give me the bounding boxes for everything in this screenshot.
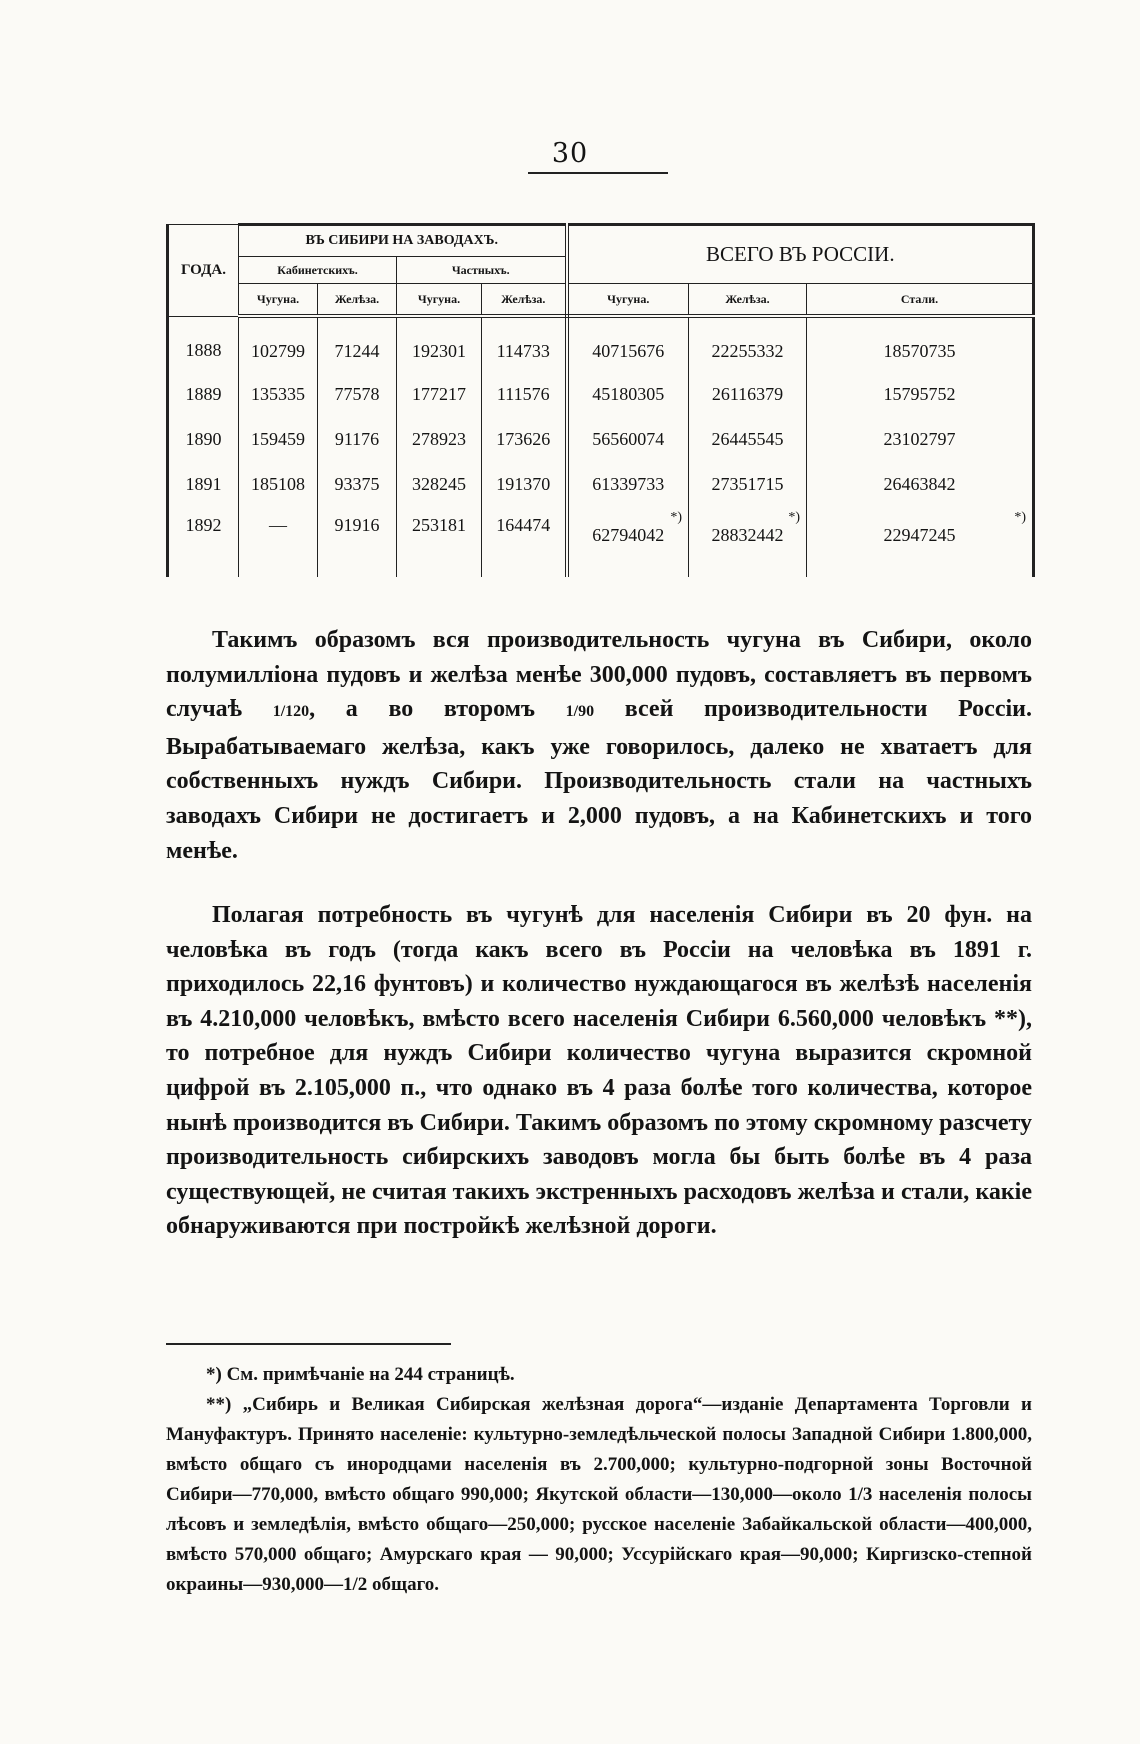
fraction: 1/120 [272, 703, 310, 721]
table-row [168, 316, 1034, 372]
table-cell-value: 22947245 [883, 525, 956, 545]
table-cell: 45180305 [567, 372, 689, 417]
footnote-2 [166, 1390, 1032, 1600]
fraction: 1/2 [343, 1574, 368, 1595]
table-cell: 135335 [239, 372, 318, 417]
table-cell: 177217 [397, 372, 482, 417]
year-column-header: ГОДА. [168, 225, 239, 317]
paragraph-text: , а во второмъ [309, 696, 566, 723]
page-number-rule [528, 172, 668, 174]
table-cell: 91176 [318, 417, 397, 462]
footnote-rule [166, 1343, 451, 1345]
table-cell [567, 507, 689, 577]
footnote-1: *) См. примѣчаніе на 244 страницѣ. [206, 1364, 515, 1385]
table-cell: 164474 [482, 507, 567, 577]
table-cell: 26116379 [689, 372, 807, 417]
table-cell: 27351715 [689, 462, 807, 507]
table-cell: — [239, 507, 318, 577]
footnote-marker: *) [788, 510, 800, 525]
paragraph-text: Такимъ образомъ вся производительность чугуна въ Сибири, около полумилліона пудовъ и желѣза менѣе 300,000 пудовъ, составляетъ въ первомъ случаѣ [166, 627, 1032, 723]
table-cell: 159459 [239, 417, 318, 462]
table-cell: 102799 [239, 316, 318, 372]
table-cell: 253181 [397, 507, 482, 577]
footnotes [166, 1360, 1032, 1600]
table-cell: 56560074 [567, 417, 689, 462]
footnote-text: населенія полосы лѣсовъ и земледѣлія, вмѣсто общаго—250,000; русское населеніе Забайкальской области—400,000, вмѣсто 570,000 общаго; Амурскаго края — 90,000; Уссурійскаго края—90,000; Киргизско-степной окраины—930,000— [166, 1484, 1032, 1595]
paragraph-demand-estimate [166, 898, 1032, 1244]
table-cell [807, 507, 1034, 577]
year-cell: 1891 [168, 462, 239, 507]
table-cell-value: 62794042 [592, 525, 665, 545]
fraction: 1/90 [565, 703, 595, 721]
cabinet-factories-header: Кабинетскихъ. [239, 257, 397, 284]
table-cell: 18570735 [807, 316, 1034, 372]
table-cell: 278923 [397, 417, 482, 462]
table-cell: 111576 [482, 372, 567, 417]
private-factories-header: Частныхъ. [397, 257, 567, 284]
footnote-text: **) „Сибирь и Великая Сибирская желѣзная дорога“—изданіе Департамента Торговли и Мануфактуръ. Принято населеніе: культурно-земледѣльческой полосы Западной Сибири 1.800,000, вмѣсто общаго съ инородцами населенія въ 2.700,000; культурно-подгорной зоны Восточной Сибири—770,000, вмѣсто общаго 990,000; Якутской области—130,000—около [166, 1394, 1032, 1505]
fraction: 1/3 [848, 1484, 873, 1505]
table-cell: 328245 [397, 462, 482, 507]
column-header: Стали. [807, 284, 1034, 317]
table-cell: 93375 [318, 462, 397, 507]
paragraph-text: всей производительности Россіи. Вырабатываемаго желѣза, какъ уже говорилось, далеко не хватаетъ для собственныхъ нуждъ Сибири. Производительность стали на частныхъ заводахъ Сибири не достигаетъ и 2,000 пудовъ, а на Кабинетскихъ и того менѣе. [166, 696, 1032, 864]
table-row [168, 507, 1034, 577]
footnote-marker: *) [1014, 510, 1027, 525]
table-cell: 114733 [482, 316, 567, 372]
paragraph-production-share [166, 623, 1032, 868]
table-cell: 191370 [482, 462, 567, 507]
year-cell: 1890 [168, 417, 239, 462]
table-cell: 185108 [239, 462, 318, 507]
table-row [168, 372, 1034, 417]
footnote-marker: *) [670, 510, 682, 525]
paragraph-text: Полагая потребность въ чугунѣ для населенія Сибири въ 20 фун. на человѣка въ годъ (тогда какъ всего въ Россіи на человѣка въ 1891 г. приходилось 22,16 фунтовъ) и количество нуждающагося въ желѣзѣ населенія въ 4.210,000 человѣкъ, вмѣсто всего населенія Сибири 6.560,000 человѣкъ **), то потребное для нуждъ Сибири количество чугуна выразится скромной цифрой въ 2.105,000 п., что однако въ 4 раза болѣе того количества, которое нынѣ производится въ Сибири. Такимъ образомъ по этому скромному разсчету производительность сибирскихъ заводовъ могла бы быть болѣе въ 4 раза существующей, не считая такихъ экстренныхъ расходовъ желѣза и стали, какіе обнаруживаются при постройкѣ желѣзной дороги. [166, 902, 1032, 1240]
column-header: Чугуна. [567, 284, 689, 317]
column-header: Желѣза. [318, 284, 397, 317]
table-row [168, 462, 1034, 507]
table-cell-value: 28832442 [711, 525, 784, 545]
table-cell: 77578 [318, 372, 397, 417]
table-cell: 192301 [397, 316, 482, 372]
column-header: Чугуна. [239, 284, 318, 317]
column-header: Желѣза. [482, 284, 567, 317]
column-header: Чугуна. [397, 284, 482, 317]
year-cell: 1889 [168, 372, 239, 417]
table-row [168, 417, 1034, 462]
table-cell: 173626 [482, 417, 567, 462]
table-cell: 26463842 [807, 462, 1034, 507]
table-cell: 91916 [318, 507, 397, 577]
table-cell [689, 507, 807, 577]
page-number: 30 [551, 138, 589, 169]
table-cell: 71244 [318, 316, 397, 372]
year-cell: 1888 [168, 316, 239, 372]
russia-total-header: ВСЕГО ВЪ РОССІИ. [567, 225, 1034, 284]
footnote-text: общаго. [367, 1574, 439, 1595]
table-cell: 22255332 [689, 316, 807, 372]
table-cell: 26445545 [689, 417, 807, 462]
table-cell: 23102797 [807, 417, 1034, 462]
year-cell: 1892 [168, 507, 239, 577]
table-cell: 40715676 [567, 316, 689, 372]
table-cell: 15795752 [807, 372, 1034, 417]
production-table [166, 223, 1035, 577]
table-cell: 61339733 [567, 462, 689, 507]
column-header: Желѣза. [689, 284, 807, 317]
siberia-factories-header: ВЪ СИБИРИ НА ЗАВОДАХЪ. [239, 225, 567, 257]
